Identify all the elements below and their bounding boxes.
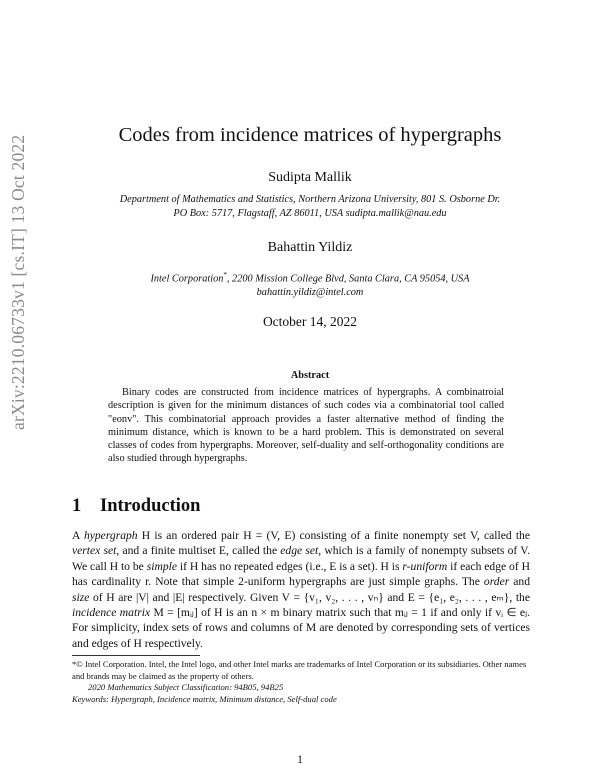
affiliation-2-line-1 — [70, 268, 550, 286]
author-affiliation-2 — [70, 268, 550, 300]
footnote-keywords: Keywords: Hypergraph, Incidence matrix, Minimum distance, Self-dual code — [72, 693, 337, 704]
section-number: 1 — [72, 496, 82, 516]
paper-title: Codes from incidence matrices of hypergraphs — [118, 124, 502, 146]
affiliation-2-address: , 2200 Mission College Blvd, Santa Clara, CA 95054, USA — [226, 273, 470, 285]
affiliation-2-line-2: bahattin.yildiz@intel.com — [256, 287, 364, 299]
intro-term: edge set — [280, 544, 319, 558]
section-heading — [72, 496, 472, 517]
footnote-trademark: *© Intel Corporation. Intel, the Intel logo, and other Intel marks are trademarks of Intel Corporation or its subsidiaries. Other names and brands may be claimed as the property of others. — [72, 659, 527, 681]
footnote-msc: 2020 Mathematics Subject Classification: 94B05, 94B25 — [88, 682, 284, 692]
intro-term: simple — [146, 559, 178, 573]
intro-text-run: if H has no repeated edges (i.e., E is a set). H is — [177, 559, 403, 573]
intro-term: r-uniform — [402, 559, 448, 573]
paper-date: October 14, 2022 — [262, 314, 358, 329]
intro-text-run: A — [72, 529, 84, 542]
intro-text-run: and — [509, 575, 531, 589]
affiliation-1-line-1: Department of Mathematics and Statistics, Northern Arizona University, 801 S. Osborne Dr. — [119, 194, 501, 205]
abstract-body — [108, 386, 504, 466]
intro-body — [72, 528, 530, 651]
affiliation-2-org: Intel Corporation — [150, 273, 224, 285]
footnote-rule — [72, 655, 200, 656]
page-number: 1 — [297, 753, 303, 766]
intro-text-run: H is an ordered pair H = (V, E) consisting of a finite nonempty set V, called the — [137, 529, 530, 542]
intro-term: vertex set — [72, 544, 117, 558]
intro-term: hypergraph — [83, 529, 138, 542]
author-name-1: Sudipta Mallik — [268, 170, 352, 185]
abstract-heading: Abstract — [290, 370, 330, 381]
intro-term: incidence matrix — [72, 606, 151, 620]
intro-text-run: if each edge of H has cardinality r. Note that simple 2-uniform hypergraphs are just simple graphs. The — [72, 559, 530, 589]
intro-term: size — [72, 590, 90, 604]
intro-text-run: of H are |V| and |E| respectively. Given V = {v₁, v₂, . . . , vₙ} and E = {e₁, e₂, . . . , eₘ}, the — [89, 590, 530, 604]
intro-text-run: , and a finite multiset E, called the — [116, 544, 281, 558]
arxiv-stamp-text: arXiv:2210.06733v1 [cs.IT] 13 Oct 2022 — [8, 134, 28, 430]
author-name-2: Bahattin Yildiz — [267, 240, 353, 255]
section-title: Introduction — [100, 496, 201, 516]
footnote-marker: * — [223, 271, 227, 279]
footnotes — [72, 659, 532, 705]
intro-term: order — [483, 575, 510, 589]
intro-text-run: , which is a family of nonempty subsets of V. We call H to be — [72, 544, 530, 573]
intro-text-run: M = [mᵢⱼ] of H is an n × m binary matrix such that mᵢⱼ = 1 if and only if vᵢ ∈ eⱼ. For simplicity, index sets of rows and columns of M are denoted by corresponding sets of vertices and edges of H respectively. — [72, 606, 530, 650]
abstract-text: Binary codes are constructed from incidence matrices of hypergraphs. A combinatroial description is given for the minimum distances of such codes via a combinatorial tool called "eonv". This combinatorial approach provides a faster alternative method of finding the minimum distance, which is known to be a hard problem. This is demonstrated on several classes of codes from hypergraphs. Moreover, self-duality and self-orthogonality conditions are also studied through hypergraphs. — [108, 387, 504, 465]
author-affiliation-1 — [70, 193, 550, 221]
affiliation-1-line-2: PO Box: 5717, Flagstaff, AZ 86011, USA sudipta.mallik@nau.edu — [173, 208, 447, 219]
intro-paragraph — [72, 528, 530, 651]
